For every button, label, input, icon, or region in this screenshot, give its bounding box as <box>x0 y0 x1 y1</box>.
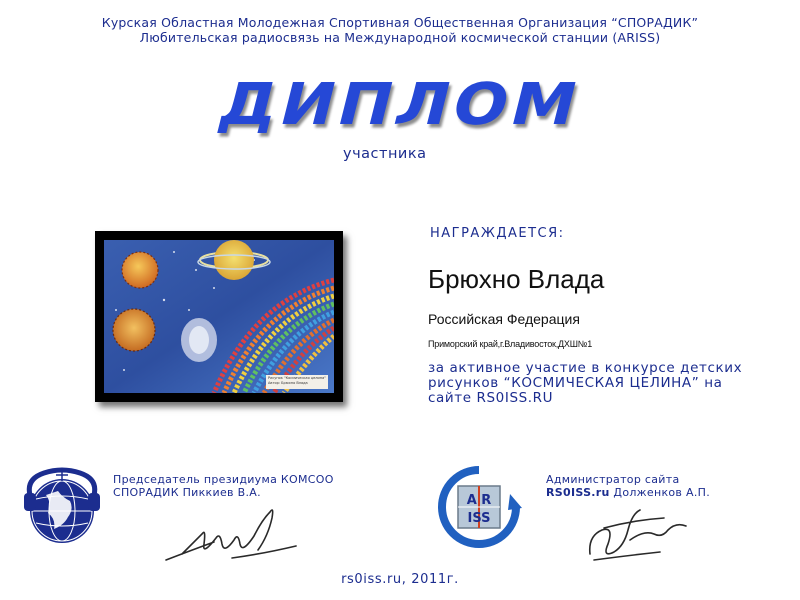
recipient-region: Приморский край,г.Владивосток,ДХШ№1 <box>428 339 593 349</box>
chairman-line1: Председатель президиума КОМСОО <box>113 473 334 486</box>
childrens-painting-image <box>104 240 334 393</box>
painting-caption: Рисунок "Космическая целина" Автор: Брюхно Влада <box>266 375 328 389</box>
admin-site: RS0ISS.ru <box>546 485 610 499</box>
ariss-logo <box>436 464 522 550</box>
header-organization: Курская Областная Молодежная Спортивная Общественная Организация “СПОРАДИК” <box>101 15 699 30</box>
award-reason: за активное участие в конкурсе детских рисунков “КОСМИЧЕСКАЯ ЦЕЛИНА” на сайте RS0ISS.RU <box>428 360 743 406</box>
admin-title <box>546 474 710 499</box>
admin-line2 <box>546 487 710 500</box>
header-subtitle: Любительская радиосвязь на Международной космической станции (ARISS) <box>139 30 661 45</box>
footer-site-year: rs0iss.ru, 2011г. <box>341 572 459 587</box>
chairman-title <box>113 474 334 499</box>
chairman-signature <box>162 498 300 566</box>
recipient-country: Российская Федерация <box>428 311 580 327</box>
admin-name: Долженков А.П. <box>613 485 710 499</box>
recipient-name: Брюхно Влада <box>428 264 605 294</box>
ariss-logo-text-bottom: ISS <box>467 511 491 526</box>
awarded-label: НАГРАЖДАЕТСЯ: <box>430 226 565 241</box>
admin-signature <box>584 500 694 564</box>
diploma-subtitle: участника <box>343 146 427 162</box>
diploma-title: ДИПЛОМ <box>212 71 588 139</box>
chairman-line2: СПОРАДИК Пиккиев В.А. <box>113 485 261 499</box>
sporadik-globe-logo <box>22 465 102 551</box>
ariss-logo-text-top: A R <box>466 493 492 508</box>
painting-frame <box>95 231 343 402</box>
admin-line1: Администратор сайта <box>546 473 680 486</box>
